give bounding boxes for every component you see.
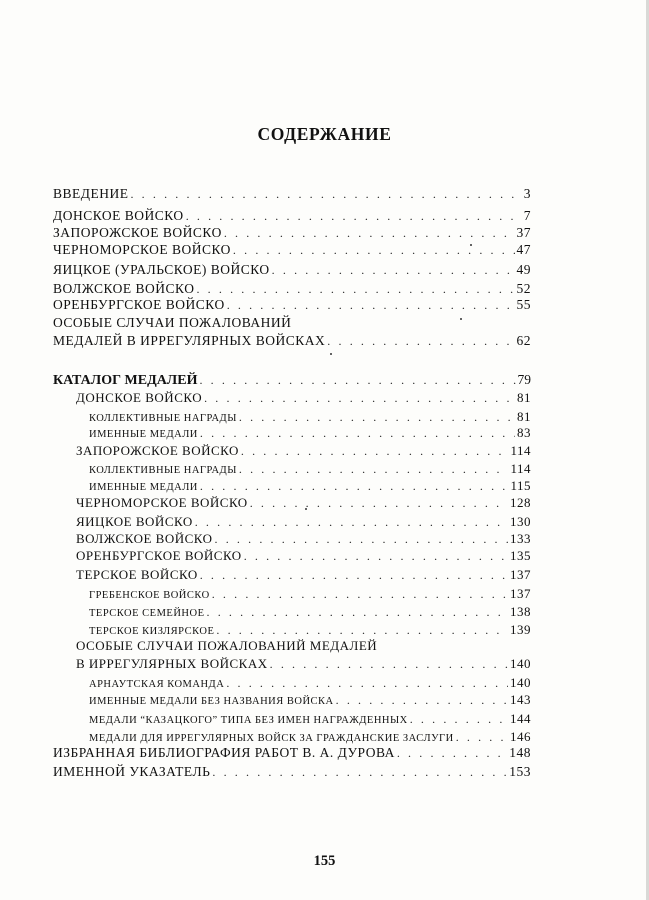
scan-speck xyxy=(330,353,332,355)
toc-entry-label: АРНАУТСКАЯ КОМАНДА xyxy=(89,679,225,690)
toc-section-catalog[interactable] xyxy=(53,372,531,389)
toc-entry-label: КОЛЛЕКТИВНЫЕ НАГРАДЫ xyxy=(89,465,237,476)
toc-entry-page: 79 xyxy=(517,372,531,387)
leader-dots xyxy=(207,605,509,620)
toc-entry-page: 83 xyxy=(517,425,531,440)
leader-dots xyxy=(227,298,515,313)
toc-entry-label-line: ОСОБЫЕ СЛУЧАИ ПОЖАЛОВАНИЙ МЕДАЛЕЙ xyxy=(76,638,378,653)
toc-entry-page: 52 xyxy=(516,281,531,296)
scan-speck xyxy=(305,508,307,510)
leader-dots xyxy=(270,657,508,672)
toc-subentry[interactable] xyxy=(89,604,531,620)
toc-entry[interactable] xyxy=(76,390,531,406)
leader-dots xyxy=(250,496,508,511)
toc-entry-label: ИМЕННЫЕ МЕДАЛИ xyxy=(89,429,198,440)
toc-entry-page: 3 xyxy=(523,186,531,201)
leader-dots xyxy=(397,746,507,761)
toc-entry[interactable] xyxy=(53,262,531,278)
toc-entry-label: ОРЕНБУРГСКОЕ ВОЙСКО xyxy=(53,297,225,312)
leader-dots xyxy=(204,391,515,406)
toc-entry-page: 140 xyxy=(510,656,531,671)
toc-entry-label: ГРЕБЕНСКОЕ ВОЙСКО xyxy=(89,590,210,601)
toc-entry-page: 133 xyxy=(510,531,531,546)
toc-entry-label: ИМЕННЫЕ МЕДАЛИ БЕЗ НАЗВАНИЯ ВОЙСКА xyxy=(89,696,334,707)
toc-entry[interactable] xyxy=(53,281,531,297)
leader-dots xyxy=(215,532,508,547)
leader-dots xyxy=(200,426,515,441)
leader-dots xyxy=(272,263,515,278)
page-title: СОДЕРЖАНИЕ xyxy=(257,124,392,144)
toc-entry-label: ВОЛЖСКОЕ ВОЙСКО xyxy=(76,531,213,546)
leader-dots xyxy=(199,373,515,388)
toc-entry-page: 115 xyxy=(510,478,531,493)
toc-subentry[interactable] xyxy=(89,622,531,638)
toc-entry-page: 37 xyxy=(516,225,531,240)
toc-entry-page: 138 xyxy=(510,604,531,619)
leader-dots xyxy=(195,515,508,530)
toc-entry-label: МЕДАЛЕЙ В ИРРЕГУЛЯРНЫХ ВОЙСКАХ xyxy=(53,333,326,348)
leader-dots xyxy=(327,334,514,349)
toc-entry-label: МЕДАЛИ ДЛЯ ИРРЕГУЛЯРНЫХ ВОЙСК ЗА ГРАЖДАНСКИЕ ЗАСЛУГИ xyxy=(89,733,454,744)
toc-subentry[interactable] xyxy=(89,692,531,708)
toc-entry-label: ЯИЦКОЕ ВОЙСКО xyxy=(76,514,193,529)
toc-entry-page: 148 xyxy=(509,745,531,760)
toc-entry-page: 114 xyxy=(510,443,531,458)
leader-dots xyxy=(226,676,508,691)
toc-entry-label: ДОНСКОЕ ВОЙСКО xyxy=(53,208,184,223)
toc-entry-page: 137 xyxy=(510,586,531,601)
toc-entry-label: ИМЕННЫЕ МЕДАЛИ xyxy=(89,482,198,493)
toc-entry[interactable] xyxy=(53,297,531,313)
leader-dots xyxy=(239,462,509,477)
leader-dots xyxy=(224,226,515,241)
toc-entry[interactable] xyxy=(53,764,531,780)
toc-entry-page: 146 xyxy=(510,729,531,744)
leader-dots xyxy=(186,209,522,224)
toc-subentry[interactable] xyxy=(89,711,531,727)
toc-entry-page: 130 xyxy=(510,514,531,529)
toc-subentry[interactable] xyxy=(89,478,531,494)
page-number: 155 xyxy=(313,853,336,869)
scan-speck xyxy=(470,244,472,246)
leader-dots xyxy=(200,568,508,583)
toc-entry-page: 7 xyxy=(523,208,531,223)
toc-entry-label: ЧЕРНОМОРСКОЕ ВОЙСКО xyxy=(76,495,248,510)
toc-entry-label-line: ОСОБЫЕ СЛУЧАИ ПОЖАЛОВАНИЙ xyxy=(53,315,292,330)
toc-entry-label: ЗАПОРОЖСКОЕ ВОЙСКО xyxy=(76,443,239,458)
toc-entry[interactable] xyxy=(53,208,531,224)
toc-entry-label: ВОЛЖСКОЕ ВОЙСКО xyxy=(53,281,195,296)
leader-dots xyxy=(200,479,509,494)
toc-entry-label: ЧЕРНОМОРСКОЕ ВОЙСКО xyxy=(53,242,231,257)
toc-entry-label: ДОНСКОЕ ВОЙСКО xyxy=(76,390,203,405)
toc-entry-page: 55 xyxy=(516,297,531,312)
toc-entry-page: 139 xyxy=(510,622,531,637)
toc-entry-label: ЗАПОРОЖСКОЕ ВОЙСКО xyxy=(53,225,222,240)
leader-dots xyxy=(196,282,514,297)
leader-dots xyxy=(130,187,521,202)
leader-dots xyxy=(336,693,508,708)
toc-subentry[interactable] xyxy=(89,461,531,477)
toc-entry[interactable] xyxy=(53,225,531,241)
toc-entry-page: 128 xyxy=(510,495,531,510)
toc-entry-label: ИМЕННОЙ УКАЗАТЕЛЬ xyxy=(53,764,211,779)
toc-entry-label: ТЕРСКОЕ СЕМЕЙНОЕ xyxy=(89,608,205,619)
toc-entry-page: 47 xyxy=(516,242,531,257)
toc-subentry[interactable] xyxy=(89,586,531,602)
toc-entry-page: 143 xyxy=(510,692,531,707)
toc-entry-page: 140 xyxy=(510,675,531,690)
toc-entry-label: ЯИЦКОЕ (УРАЛЬСКОЕ) ВОЙСКО xyxy=(53,262,270,277)
toc-entry-page: 81 xyxy=(517,409,531,424)
toc-entry-page: 153 xyxy=(509,764,531,779)
toc-entry[interactable] xyxy=(76,495,531,511)
leader-dots xyxy=(239,410,515,425)
toc-entry[interactable] xyxy=(76,567,531,583)
toc-entry-label: ИЗБРАННАЯ БИБЛИОГРАФИЯ РАБОТ В. А. ДУРОВА xyxy=(53,745,395,760)
toc-entry-page: 49 xyxy=(516,262,531,277)
toc-entry[interactable] xyxy=(76,514,531,530)
toc-entry-page: 81 xyxy=(517,390,531,405)
toc-entry-page: 137 xyxy=(510,567,531,582)
toc-subentry[interactable] xyxy=(89,425,531,441)
toc-entry-label: ВВЕДЕНИЕ xyxy=(53,186,129,201)
toc-subentry[interactable] xyxy=(89,409,531,425)
toc-entry[interactable] xyxy=(53,242,531,258)
toc-subentry[interactable] xyxy=(89,729,531,745)
toc-entry[interactable] xyxy=(76,548,531,564)
toc-entry[interactable] xyxy=(76,531,531,547)
toc-entry-label: МЕДАЛИ “КАЗАЦКОГО” ТИПА БЕЗ ИМЕН НАГРАЖДЕННЫХ xyxy=(89,715,408,726)
toc-entry[interactable] xyxy=(76,656,531,672)
toc-entry-page: 62 xyxy=(516,333,531,348)
toc-entry[interactable] xyxy=(53,745,531,761)
leader-dots xyxy=(410,712,508,727)
toc-entry-label: ТЕРСКОЕ ВОЙСКО xyxy=(76,567,198,582)
toc-entry[interactable] xyxy=(53,186,531,202)
toc-entry-page: 135 xyxy=(510,548,531,563)
leader-dots xyxy=(241,444,509,459)
toc-entry[interactable] xyxy=(53,333,531,349)
toc-entry-label: В ИРРЕГУЛЯРНЫХ ВОЙСКАХ xyxy=(76,656,268,671)
toc-entry[interactable] xyxy=(76,443,531,459)
leader-dots xyxy=(244,549,508,564)
toc-entry-page: 114 xyxy=(510,461,531,476)
toc-entry-label: КОЛЛЕКТИВНЫЕ НАГРАДЫ xyxy=(89,413,237,424)
leader-dots xyxy=(233,243,515,258)
toc-entry-page: 144 xyxy=(510,711,531,726)
toc-entry-label: ОРЕНБУРГСКОЕ ВОЙСКО xyxy=(76,548,242,563)
toc-subentry[interactable] xyxy=(89,675,531,691)
leader-dots xyxy=(212,587,508,602)
scan-speck xyxy=(460,318,462,320)
toc-entry-label: КАТАЛОГ МЕДАЛЕЙ xyxy=(53,373,198,388)
leader-dots xyxy=(216,623,508,638)
toc-entry-label: ТЕРСКОЕ КИЗЛЯРСКОЕ xyxy=(89,626,215,637)
leader-dots xyxy=(456,730,508,745)
leader-dots xyxy=(212,765,507,780)
